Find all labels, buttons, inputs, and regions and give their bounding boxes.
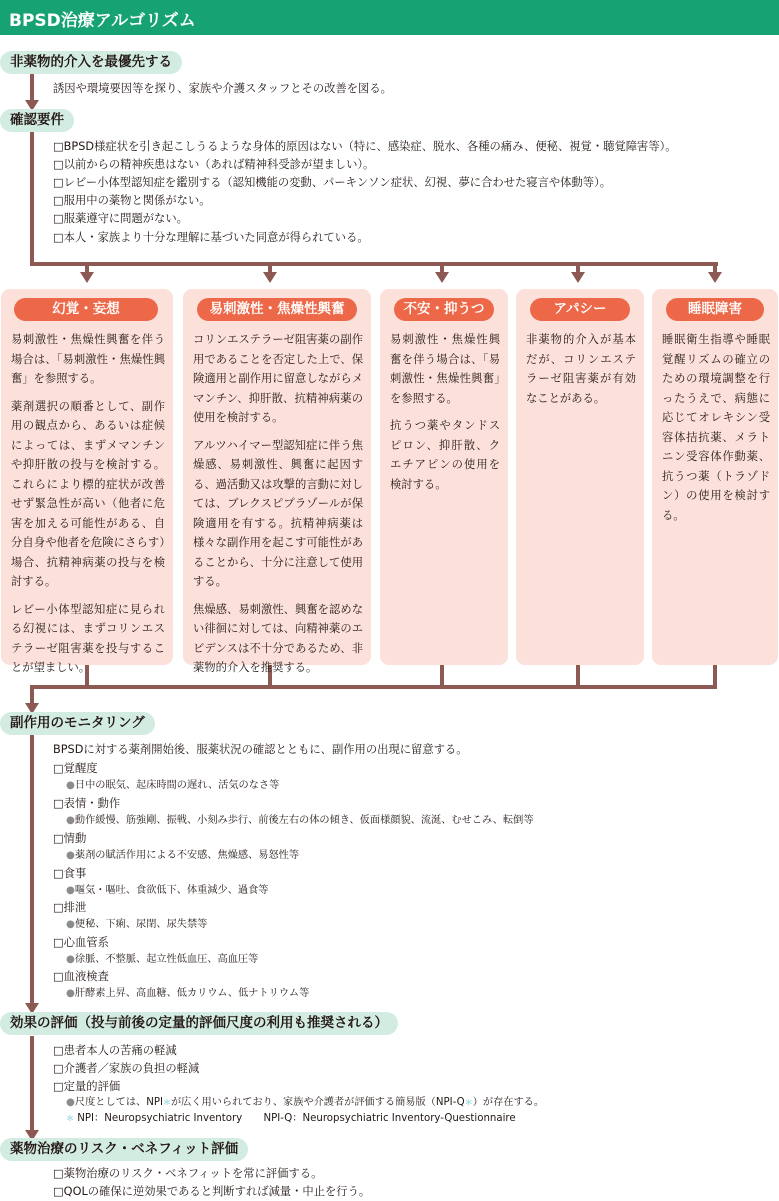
bullet-icon: ●	[66, 815, 75, 826]
step-evaluation-title: 効果の評価（投与前後の定量的評価尺度の利用も推奨される）	[0, 1012, 398, 1035]
column-paragraph: 非薬物的介入が基本だが、コリンエステラーゼ阻害薬が有効なことがある。	[526, 333, 636, 405]
bullet-icon: ●	[66, 850, 75, 861]
step-risk-benefit-title: 薬物治療のリスク・ベネフィット評価	[0, 1138, 248, 1161]
column-paragraph: 易刺激性・焦燥性興奮を伴う場合は、「易刺激性・焦燥性興奮」を参照する。	[11, 333, 165, 385]
column-apathy	[516, 289, 644, 665]
monitoring-item: □血液検査	[53, 970, 109, 983]
requirement-item: □服薬遵守に問題がない。	[53, 212, 188, 225]
column-anxiety	[380, 289, 508, 665]
flow-arrow-col-4	[571, 272, 585, 283]
requirement-item: □BPSD様症状を引き起こしうるような身体的原因はない（特に、感染症、脱水、各種の痛み、便秘、視覚・聴覚障害等）。	[53, 140, 677, 153]
monitoring-detail: ●徐脈、不整脈、起立性低血圧、高血圧等	[66, 954, 259, 965]
risk-benefit-item: □QOLの確保に逆効果であると判断すれば減量・中止を行う。	[53, 1185, 371, 1198]
column-sleep	[652, 289, 778, 665]
column-body	[526, 330, 636, 416]
monitoring-detail: ●薬剤の賦活作用による不安感、焦燥感、易怒性等	[66, 850, 300, 861]
column-paragraph: 抗うつ薬やタンドスピロン、抑肝散、クエチアピンの使用を検討する。	[390, 419, 500, 491]
column-title: 幻覚・妄想	[14, 298, 158, 321]
monitoring-detail: ●便秘、下痢、尿閉、尿失禁等	[66, 919, 208, 930]
page-title: BPSD治療アルゴリズム	[9, 11, 196, 31]
footnote-npiq: NPI-Q：Neuropsychiatric Inventory-Questionnaire	[263, 1113, 516, 1124]
column-paragraph: 睡眠衛生指導や睡眠覚醒リズムの確立のための環境調整を行ったうえで、病態に応じてオレキシン受容体拮抗薬、メラトニン受容体作動薬、抗うつ薬（トラゾドン）の使用を検討する。	[662, 333, 770, 522]
column-paragraph: 焦燥感、易刺激性、興奮を認めない徘徊に対しては、向精神薬のエビデンスは不十分であるため、非薬物的介入を推奨する。	[193, 602, 363, 674]
flow-line-5	[30, 1036, 34, 1132]
footnote-star: ＊	[162, 1098, 171, 1107]
step-nonpharmacological-title: 非薬物的介入を最優先する	[0, 51, 182, 74]
flow-arrow-col-3	[435, 272, 449, 283]
monitoring-intro: BPSDに対する薬剤開始後、服薬状況の確認とともに、副作用の出現に留意する。	[53, 743, 468, 756]
flow-arrow-col-5	[708, 272, 722, 283]
requirement-item: □以前からの精神疾患はない（あれば精神科受診が望ましい）。	[53, 158, 375, 171]
column-body	[11, 330, 165, 686]
flow-arrow-col-2	[263, 272, 277, 283]
column-title: アパシー	[530, 298, 630, 321]
footnote-star: ＊	[464, 1098, 473, 1107]
requirement-item: □本人・家族より十分な理解に基づいた同意が得られている。	[53, 231, 369, 244]
monitoring-item: □覚醒度	[53, 762, 98, 775]
step-nonpharmacological-text: 誘因や環境要因等を探り、家族や介護スタッフとその改善を図る。	[53, 82, 392, 95]
monitoring-item: □表情・動作	[53, 797, 121, 810]
bullet-icon: ●	[66, 780, 75, 791]
monitoring-item: □情動	[53, 832, 87, 845]
bullet-icon: ●	[66, 954, 75, 965]
monitoring-item: □排泄	[53, 901, 87, 914]
bullet-icon: ●	[66, 919, 75, 930]
column-paragraph: 易刺激性・焦燥性興奮を伴う場合は、「易刺激性・焦燥性興奮」を参照する。	[390, 333, 500, 405]
column-hallucination	[1, 289, 173, 674]
monitoring-detail: ●動作緩慢、筋強剛、振戦、小刻み歩行、前後左右の体の傾き、仮面様顔貌、流涎、むせこみ、転倒等	[66, 815, 534, 826]
column-title: 易刺激性・焦燥性興奮	[197, 298, 357, 321]
column-title: 不安・抑うつ	[394, 298, 494, 321]
column-irritability	[183, 289, 371, 674]
flow-branch-bar-top	[30, 262, 718, 266]
monitoring-detail: ●嘔気・嘔吐、食欲低下、体重減少、過食等	[66, 885, 269, 896]
column-paragraph: コリンエステラーゼ阻害薬の副作用であることを否定した上で、保険適用と副作用に留意しながらメマンチン、抑肝散、抗精神病薬の使用を検討する。	[193, 333, 363, 424]
evaluation-footnote	[66, 1110, 516, 1128]
footnote-star: ＊	[66, 1114, 74, 1123]
monitoring-item: □心血管系	[53, 936, 109, 949]
flow-line-4	[30, 735, 34, 1005]
column-body	[390, 330, 500, 502]
evaluation-item: □定量的評価	[53, 1080, 121, 1093]
footnote-npi: NPI：Neuropsychiatric Inventory	[77, 1113, 243, 1124]
bullet-icon: ●	[66, 885, 75, 896]
column-title: 睡眠障害	[666, 298, 764, 321]
column-paragraph: レビー小体型認知症に見られる幻視には、まずコリンエステラーゼ阻害薬を投与することが望ましい。	[11, 602, 165, 674]
evaluation-item: □患者本人の苦痛の軽減	[53, 1044, 177, 1057]
bullet-icon: ●	[66, 1097, 75, 1108]
requirement-item: □レビー小体型認知症を鑑別する（認知機能の変動、パーキンソン症状、幻視、夢に合わせた寝言や体動等）。	[53, 176, 612, 189]
risk-benefit-item: □薬物治療のリスク・ベネフィットを常に評価する。	[53, 1167, 323, 1180]
column-paragraph: 薬剤選択の順番として、副作用の観点から、あるいは症候によっては、まずメマンチンや抑肝散の投与を検討する。これらにより標的症状が改善せず緊急性が高い（他者に危害を加える可能性がある、自分自身や他者を危険にさらす）場合、抗精神病薬の投与を検討する。	[11, 399, 165, 588]
flow-arrow-col-1	[80, 272, 94, 283]
flow-line-2	[30, 130, 34, 265]
column-body	[662, 330, 770, 533]
evaluation-detail: ●尺度としては、NPI＊が広く用いられており、家族や介護者が評価する簡易版（NPI-Q＊）が存在する。	[66, 1097, 545, 1108]
step-monitoring-title: 副作用のモニタリング	[0, 712, 155, 735]
monitoring-detail: ●日中の眠気、起床時間の遅れ、活気のなさ等	[66, 780, 280, 791]
bullet-icon: ●	[66, 988, 75, 999]
requirement-item: □服用中の薬物と関係がない。	[53, 194, 211, 207]
page-header	[0, 0, 779, 35]
flow-merge-bar	[30, 685, 717, 689]
step-requirements-title: 確認要件	[0, 109, 74, 132]
column-body	[193, 330, 363, 686]
evaluation-item: □介護者／家族の負担の軽減	[53, 1062, 200, 1075]
monitoring-detail: ●肝酵素上昇、高血糖、低カリウム、低ナトリウム等	[66, 988, 310, 999]
column-paragraph: アルツハイマー型認知症に伴う焦燥感、易刺激性、興奮に起因する、過活動又は攻撃的言動に対しては、ブレクスピプラゾールが保険適用を有する。抗精神病薬は様々な副作用を起こす可能性があることから、十分に注意して使用する。	[193, 438, 363, 588]
monitoring-item: □食事	[53, 867, 87, 880]
